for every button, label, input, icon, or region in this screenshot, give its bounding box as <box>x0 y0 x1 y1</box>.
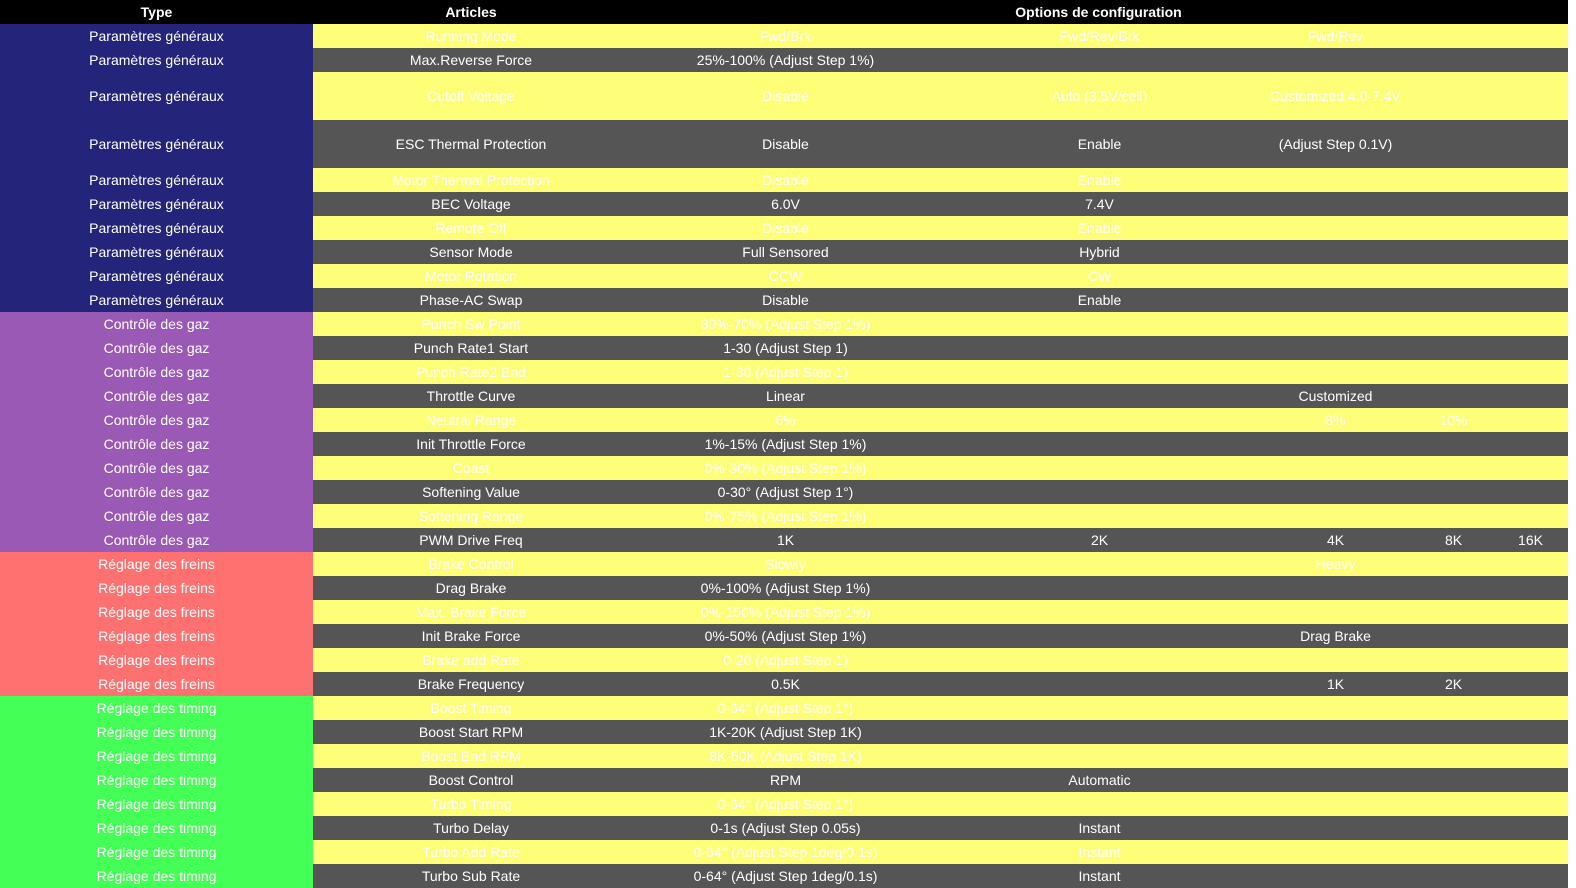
type-cell: Réglage des freins <box>0 576 313 600</box>
option-cell-2 <box>942 648 1257 672</box>
article-cell: Drag Brake <box>313 576 629 600</box>
option-cell-3 <box>1257 360 1414 384</box>
option-cell-5 <box>1493 408 1568 432</box>
option-cell-1: Linear <box>629 384 942 408</box>
option-cell-1: 0-1s (Adjust Step 0.05s) <box>629 816 942 840</box>
option-cell-1: Disable <box>629 288 942 312</box>
option-cell-5 <box>1493 456 1568 480</box>
option-cell-5 <box>1493 432 1568 456</box>
type-cell: Paramètres généraux <box>0 24 313 48</box>
option-cell-2 <box>942 672 1257 696</box>
option-cell-5 <box>1493 360 1568 384</box>
option-cell-4 <box>1414 552 1493 576</box>
option-cell-4 <box>1414 264 1493 288</box>
option-cell-3: Customized 4.0-7.4V <box>1257 72 1414 120</box>
table-row <box>0 240 1568 264</box>
option-cell-3 <box>1257 288 1414 312</box>
option-cell-4 <box>1414 480 1493 504</box>
type-cell: Paramètres généraux <box>0 216 313 240</box>
option-cell-4 <box>1414 864 1493 888</box>
option-cell-5 <box>1493 720 1568 744</box>
option-cell-3: Fwd/Rev <box>1257 24 1414 48</box>
option-cell-1: Disable <box>629 120 942 168</box>
type-cell: Contrôle des gaz <box>0 336 313 360</box>
article-cell: Punch Rate2 End <box>313 360 629 384</box>
option-cell-2 <box>942 336 1257 360</box>
option-cell-2 <box>942 504 1257 528</box>
option-cell-1: Slowly <box>629 552 942 576</box>
article-cell: Motor Rotation <box>313 264 629 288</box>
article-cell: Neutral Range <box>313 408 629 432</box>
option-cell-2: Automatic <box>942 768 1257 792</box>
option-cell-3 <box>1257 240 1414 264</box>
option-cell-2 <box>942 720 1257 744</box>
article-cell: ESC Thermal Protection <box>313 120 629 168</box>
article-cell: Throttle Curve <box>313 384 629 408</box>
table-row <box>0 432 1568 456</box>
option-cell-2 <box>942 312 1257 336</box>
table-row <box>0 576 1568 600</box>
option-cell-3 <box>1257 432 1414 456</box>
table-row <box>0 48 1568 72</box>
option-cell-1: 1-30 (Adjust Step 1) <box>629 360 942 384</box>
table-row <box>0 720 1568 744</box>
option-cell-1: 0%-75% (Adjust Step 1%) <box>629 504 942 528</box>
option-cell-5 <box>1493 312 1568 336</box>
option-cell-3 <box>1257 864 1414 888</box>
option-cell-1: 0-64° (Adjust Step 1°) <box>629 696 942 720</box>
type-cell: Paramètres généraux <box>0 264 313 288</box>
option-cell-1: Disable <box>629 216 942 240</box>
type-cell: Contrôle des gaz <box>0 432 313 456</box>
table-row <box>0 648 1568 672</box>
option-cell-5 <box>1493 72 1568 120</box>
option-cell-4 <box>1414 72 1493 120</box>
option-cell-2: CW <box>942 264 1257 288</box>
option-cell-4 <box>1414 696 1493 720</box>
option-cell-1: 1%-15% (Adjust Step 1%) <box>629 432 942 456</box>
type-cell: Réglage des timing <box>0 720 313 744</box>
type-cell: Paramètres généraux <box>0 168 313 192</box>
option-cell-2 <box>942 624 1257 648</box>
option-cell-1: 6.0V <box>629 192 942 216</box>
article-cell: Brake Frequency <box>313 672 629 696</box>
option-cell-1: RPM <box>629 768 942 792</box>
option-cell-1: 0%-100% (Adjust Step 1%) <box>629 576 942 600</box>
option-cell-5 <box>1493 624 1568 648</box>
option-cell-1: 0-64° (Adjust Step 1deg/0.1s) <box>629 864 942 888</box>
option-cell-5 <box>1493 600 1568 624</box>
table-row <box>0 696 1568 720</box>
type-cell: Contrôle des gaz <box>0 312 313 336</box>
option-cell-3: Drag Brake <box>1257 624 1414 648</box>
option-cell-4 <box>1414 192 1493 216</box>
option-cell-4 <box>1414 168 1493 192</box>
article-cell: Softening Range <box>313 504 629 528</box>
type-cell: Paramètres généraux <box>0 288 313 312</box>
option-cell-3 <box>1257 168 1414 192</box>
option-cell-2: 7.4V <box>942 192 1257 216</box>
option-cell-5 <box>1493 240 1568 264</box>
option-cell-5 <box>1493 48 1568 72</box>
option-cell-1: Fwd/Brk <box>629 24 942 48</box>
option-cell-4 <box>1414 120 1493 168</box>
header-options: Options de configuration <box>629 0 1568 24</box>
option-cell-5 <box>1493 24 1568 48</box>
option-cell-2: Enable <box>942 120 1257 168</box>
option-cell-3 <box>1257 456 1414 480</box>
table-row <box>0 456 1568 480</box>
option-cell-3: 8% <box>1257 408 1414 432</box>
option-cell-2: Instant <box>942 864 1257 888</box>
table-row <box>0 816 1568 840</box>
option-cell-1: Disable <box>629 72 942 120</box>
option-cell-1: 0%-30% (Adjust Step 1%) <box>629 456 942 480</box>
option-cell-4 <box>1414 24 1493 48</box>
option-cell-2 <box>942 432 1257 456</box>
option-cell-2 <box>942 696 1257 720</box>
option-cell-2: Auto (3.5V/cell) <box>942 72 1257 120</box>
table-row <box>0 864 1568 888</box>
option-cell-2 <box>942 408 1257 432</box>
option-cell-3 <box>1257 720 1414 744</box>
option-cell-1: 1K <box>629 528 942 552</box>
article-cell: Turbo Timing <box>313 792 629 816</box>
table-row <box>0 384 1568 408</box>
type-cell: Contrôle des gaz <box>0 384 313 408</box>
article-cell: BEC Voltage <box>313 192 629 216</box>
article-cell: Boost Control <box>313 768 629 792</box>
option-cell-2 <box>942 360 1257 384</box>
option-cell-3 <box>1257 336 1414 360</box>
option-cell-4 <box>1414 48 1493 72</box>
article-cell: Remote Off <box>313 216 629 240</box>
option-cell-1: 0-64° (Adjust Step 1°) <box>629 792 942 816</box>
article-cell: Brake Control <box>313 552 629 576</box>
option-cell-3 <box>1257 744 1414 768</box>
option-cell-5 <box>1493 744 1568 768</box>
article-cell: Init Throttle Force <box>313 432 629 456</box>
article-cell: Phase-AC Swap <box>313 288 629 312</box>
option-cell-4: 10% <box>1414 408 1493 432</box>
article-cell: Punch Sw Point <box>313 312 629 336</box>
article-cell: Punch Rate1 Start <box>313 336 629 360</box>
article-cell: Turbo Delay <box>313 816 629 840</box>
table-row <box>0 24 1568 48</box>
option-cell-1: 0-30° (Adjust Step 1°) <box>629 480 942 504</box>
type-cell: Contrôle des gaz <box>0 360 313 384</box>
option-cell-1: Disable <box>629 168 942 192</box>
table-row <box>0 624 1568 648</box>
option-cell-2 <box>942 576 1257 600</box>
option-cell-2: Enable <box>942 216 1257 240</box>
table-row <box>0 600 1568 624</box>
option-cell-4 <box>1414 336 1493 360</box>
option-cell-3 <box>1257 840 1414 864</box>
article-cell: Boost Timing <box>313 696 629 720</box>
option-cell-4 <box>1414 216 1493 240</box>
option-cell-1: 25%-100% (Adjust Step 1%) <box>629 48 942 72</box>
article-cell: Turbo Sub Rate <box>313 864 629 888</box>
table-row <box>0 840 1568 864</box>
table-row <box>0 360 1568 384</box>
type-cell: Paramètres généraux <box>0 120 313 168</box>
option-cell-2 <box>942 384 1257 408</box>
type-cell: Réglage des freins <box>0 648 313 672</box>
article-cell: Coast <box>313 456 629 480</box>
option-cell-4 <box>1414 312 1493 336</box>
table-row <box>0 672 1568 696</box>
option-cell-3 <box>1257 216 1414 240</box>
option-cell-3: Customized <box>1257 384 1414 408</box>
article-cell: Boost Start RPM <box>313 720 629 744</box>
option-cell-4 <box>1414 240 1493 264</box>
type-cell: Paramètres généraux <box>0 72 313 120</box>
option-cell-3: Heavy <box>1257 552 1414 576</box>
article-cell: Brake add Rate <box>313 648 629 672</box>
header-type: Type <box>0 0 313 24</box>
option-cell-4 <box>1414 600 1493 624</box>
option-cell-4 <box>1414 384 1493 408</box>
option-cell-4 <box>1414 456 1493 480</box>
option-cell-3: (Adjust Step 0.1V) <box>1257 120 1414 168</box>
table-row <box>0 504 1568 528</box>
option-cell-5 <box>1493 576 1568 600</box>
option-cell-4 <box>1414 504 1493 528</box>
type-cell: Réglage des timing <box>0 816 313 840</box>
option-cell-2: Enable <box>942 168 1257 192</box>
option-cell-4 <box>1414 360 1493 384</box>
option-cell-3: 4K <box>1257 528 1414 552</box>
option-cell-5 <box>1493 480 1568 504</box>
option-cell-3: 1K <box>1257 672 1414 696</box>
option-cell-3 <box>1257 600 1414 624</box>
type-cell: Contrôle des gaz <box>0 456 313 480</box>
type-cell: Paramètres généraux <box>0 240 313 264</box>
option-cell-2: Fwd/Rev/Brk <box>942 24 1257 48</box>
option-cell-1: 0-20 (Adjust Step 1) <box>629 648 942 672</box>
table-row <box>0 192 1568 216</box>
table-row <box>0 120 1568 168</box>
article-cell: Max.Reverse Force <box>313 48 629 72</box>
option-cell-2 <box>942 480 1257 504</box>
table-row <box>0 408 1568 432</box>
table-row <box>0 792 1568 816</box>
option-cell-4 <box>1414 792 1493 816</box>
table-row <box>0 168 1568 192</box>
table-row <box>0 264 1568 288</box>
type-cell: Contrôle des gaz <box>0 408 313 432</box>
option-cell-5 <box>1493 504 1568 528</box>
option-cell-1: 0.5K <box>629 672 942 696</box>
option-cell-5 <box>1493 216 1568 240</box>
article-cell: Cutoff Voltage <box>313 72 629 120</box>
type-cell: Contrôle des gaz <box>0 504 313 528</box>
table-row <box>0 312 1568 336</box>
option-cell-2 <box>942 456 1257 480</box>
article-cell: Running Mode <box>313 24 629 48</box>
option-cell-3 <box>1257 48 1414 72</box>
option-cell-3 <box>1257 312 1414 336</box>
option-cell-5 <box>1493 552 1568 576</box>
option-cell-4 <box>1414 648 1493 672</box>
type-cell: Réglage des timing <box>0 864 313 888</box>
option-cell-1: Full Sensored <box>629 240 942 264</box>
option-cell-2: Hybrid <box>942 240 1257 264</box>
table-body <box>0 24 1568 888</box>
option-cell-5 <box>1493 120 1568 168</box>
type-cell: Réglage des timing <box>0 792 313 816</box>
option-cell-2 <box>942 48 1257 72</box>
option-cell-2: Instant <box>942 840 1257 864</box>
option-cell-5 <box>1493 768 1568 792</box>
option-cell-5 <box>1493 384 1568 408</box>
option-cell-5 <box>1493 288 1568 312</box>
option-cell-3 <box>1257 504 1414 528</box>
option-cell-4 <box>1414 816 1493 840</box>
option-cell-3 <box>1257 792 1414 816</box>
option-cell-1: 1-30 (Adjust Step 1) <box>629 336 942 360</box>
option-cell-4 <box>1414 720 1493 744</box>
article-cell: Init Brake Force <box>313 624 629 648</box>
article-cell: Boost End RPM <box>313 744 629 768</box>
option-cell-5 <box>1493 264 1568 288</box>
article-cell: Sensor Mode <box>313 240 629 264</box>
option-cell-5 <box>1493 192 1568 216</box>
option-cell-1: 0-64° (Adjust Step 1deg/0.1s) <box>629 840 942 864</box>
article-cell: Max. Brake Force <box>313 600 629 624</box>
option-cell-4: 8K <box>1414 528 1493 552</box>
option-cell-1: 1K-20K (Adjust Step 1K) <box>629 720 942 744</box>
option-cell-1: 8K-50K (Adjust Step 1K) <box>629 744 942 768</box>
type-cell: Réglage des timing <box>0 744 313 768</box>
table-row <box>0 336 1568 360</box>
option-cell-3 <box>1257 264 1414 288</box>
option-cell-4 <box>1414 576 1493 600</box>
option-cell-4: 2K <box>1414 672 1493 696</box>
option-cell-3 <box>1257 192 1414 216</box>
option-cell-4 <box>1414 744 1493 768</box>
table-row <box>0 744 1568 768</box>
option-cell-5 <box>1493 336 1568 360</box>
table-row <box>0 528 1568 552</box>
option-cell-5: 16K <box>1493 528 1568 552</box>
type-cell: Réglage des freins <box>0 600 313 624</box>
option-cell-4 <box>1414 432 1493 456</box>
option-cell-2: Instant <box>942 816 1257 840</box>
header-articles: Articles <box>313 0 629 24</box>
table-header-row <box>0 0 1568 24</box>
option-cell-3 <box>1257 480 1414 504</box>
table-row <box>0 552 1568 576</box>
option-cell-2 <box>942 744 1257 768</box>
option-cell-4 <box>1414 288 1493 312</box>
option-cell-5 <box>1493 648 1568 672</box>
option-cell-3 <box>1257 576 1414 600</box>
option-cell-5 <box>1493 792 1568 816</box>
option-cell-1: 30%-70% (Adjust Step 1%) <box>629 312 942 336</box>
option-cell-2: Enable <box>942 288 1257 312</box>
type-cell: Réglage des timing <box>0 840 313 864</box>
option-cell-5 <box>1493 864 1568 888</box>
option-cell-5 <box>1493 840 1568 864</box>
option-cell-3 <box>1257 816 1414 840</box>
option-cell-5 <box>1493 672 1568 696</box>
type-cell: Paramètres généraux <box>0 192 313 216</box>
type-cell: Contrôle des gaz <box>0 480 313 504</box>
option-cell-1: 6% <box>629 408 942 432</box>
table-row <box>0 480 1568 504</box>
option-cell-3 <box>1257 696 1414 720</box>
option-cell-4 <box>1414 840 1493 864</box>
option-cell-3 <box>1257 648 1414 672</box>
option-cell-1: 0%-50% (Adjust Step 1%) <box>629 624 942 648</box>
option-cell-2 <box>942 792 1257 816</box>
option-cell-2 <box>942 600 1257 624</box>
option-cell-5 <box>1493 696 1568 720</box>
article-cell: Motor Thermal Protection <box>313 168 629 192</box>
option-cell-5 <box>1493 816 1568 840</box>
option-cell-4 <box>1414 768 1493 792</box>
type-cell: Réglage des freins <box>0 552 313 576</box>
option-cell-2 <box>942 552 1257 576</box>
table-row <box>0 72 1568 120</box>
table-row <box>0 288 1568 312</box>
table-row <box>0 768 1568 792</box>
type-cell: Réglage des freins <box>0 672 313 696</box>
article-cell: Softening Value <box>313 480 629 504</box>
type-cell: Contrôle des gaz <box>0 528 313 552</box>
option-cell-2: 2K <box>942 528 1257 552</box>
option-cell-1: 0%-150% (Adjust Step 1%) <box>629 600 942 624</box>
type-cell: Réglage des freins <box>0 624 313 648</box>
type-cell: Réglage des timing <box>0 768 313 792</box>
type-cell: Réglage des timing <box>0 696 313 720</box>
table-row <box>0 216 1568 240</box>
type-cell: Paramètres généraux <box>0 48 313 72</box>
article-cell: PWM Drive Freq <box>313 528 629 552</box>
option-cell-5 <box>1493 168 1568 192</box>
option-cell-3 <box>1257 768 1414 792</box>
option-cell-4 <box>1414 624 1493 648</box>
option-cell-1: CCW <box>629 264 942 288</box>
article-cell: Turbo Add Rate <box>313 840 629 864</box>
